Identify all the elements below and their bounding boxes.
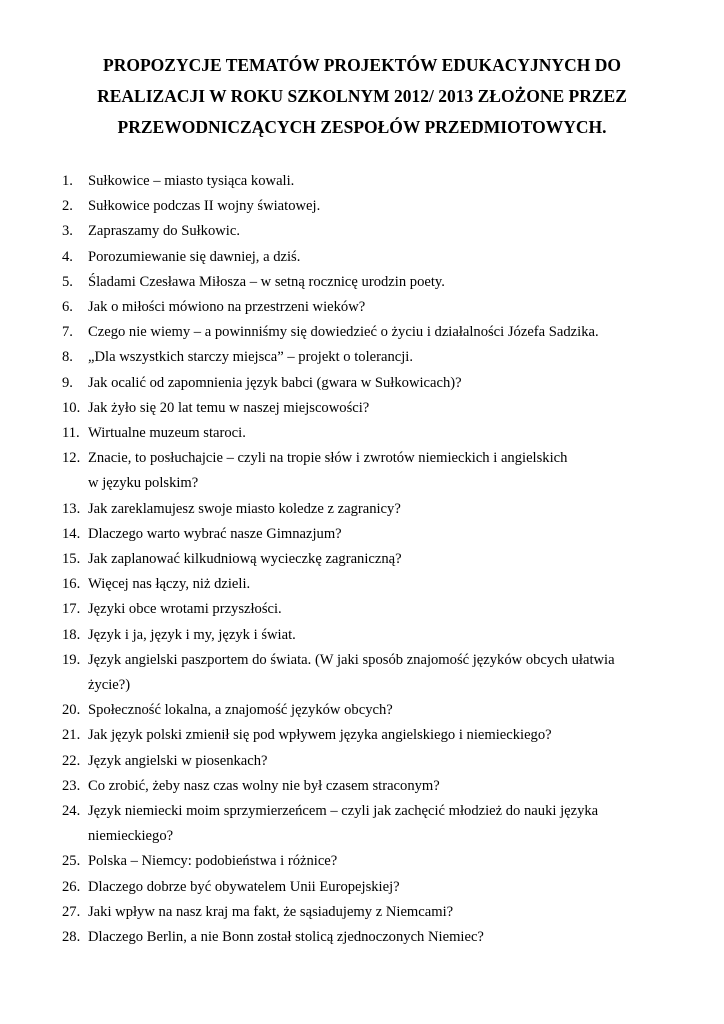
list-item-number: 21.: [62, 727, 81, 744]
list-item: [62, 270, 662, 295]
list-item: [62, 371, 662, 396]
list-item-text: Polska – Niemcy: podobieństwa i różnice?: [88, 853, 338, 870]
list-item-text: Jak zareklamujesz swoje miasto koledze z zagranicy?: [88, 500, 401, 517]
list-item: [62, 875, 662, 900]
title-line: PRZEWODNICZĄCYCH ZESPOŁÓW PRZEDMIOTOWYCH.: [117, 117, 607, 137]
list-item-text: Język i ja, język i my, język i świat.: [88, 626, 296, 643]
list-item-text: Porozumiewanie się dawniej, a dziś.: [88, 248, 301, 265]
list-item-text: Jak żyło się 20 lat temu w naszej miejscowości?: [88, 399, 370, 416]
list-item-number: 10.: [62, 399, 81, 416]
list-item: [62, 749, 662, 774]
list-item: [62, 774, 662, 799]
list-item-number: 9.: [62, 374, 73, 391]
list-item: [62, 320, 662, 345]
list-item: [62, 522, 662, 547]
list-item: [62, 497, 662, 522]
list-item-number: 12.: [62, 450, 81, 467]
list-item-text: Dlaczego Berlin, a nie Bonn został stolicą zjednoczonych Niemiec?: [88, 929, 484, 946]
list-item-text: Sułkowice podczas II wojny światowej.: [88, 198, 321, 215]
list-item-text: Wirtualne muzeum staroci.: [88, 425, 246, 442]
list-item: [62, 396, 662, 421]
list-item-text: Języki obce wrotami przyszłości.: [88, 601, 282, 618]
list-item-number: 3.: [62, 223, 73, 240]
document-title: [60, 50, 664, 143]
list-item-number: 17.: [62, 601, 81, 618]
list-item-number: 18.: [62, 626, 81, 643]
list-item-text: Język angielski paszportem do świata. (W jaki sposób znajomość języków obcych ułatwia: [88, 651, 615, 668]
list-item-number: 16.: [62, 576, 81, 593]
list-item-text: Społeczność lokalna, a znajomość języków obcych?: [88, 702, 393, 719]
list-item-number: 6.: [62, 299, 73, 316]
list-item-text: Dlaczego warto wybrać nasze Gimnazjum?: [88, 525, 342, 542]
list-item: [62, 345, 662, 370]
list-item-number: 25.: [62, 853, 81, 870]
list-item-number: 27.: [62, 903, 81, 920]
list-item-text: w języku polskim?: [88, 475, 199, 492]
list-item-number: 22.: [62, 752, 81, 769]
list-item: [62, 623, 662, 648]
list-item: [62, 194, 662, 219]
list-item-text: Język niemiecki moim sprzymierzeńcem – czyli jak zachęcić młodzież do nauki języka: [88, 803, 599, 820]
list-item-text: Czego nie wiemy – a powinniśmy się dowiedzieć o życiu i działalności Józefa Sadzika.: [88, 324, 599, 341]
list-item: [62, 648, 662, 698]
list-item-number: 13.: [62, 500, 81, 517]
list-item-text: Dlaczego dobrze być obywatelem Unii Europejskiej?: [88, 878, 400, 895]
list-item: [62, 698, 662, 723]
list-item-number: 24.: [62, 803, 81, 820]
list-item-text: Jak język polski zmienił się pod wpływem języka angielskiego i niemieckiego?: [88, 727, 552, 744]
list-item: [62, 597, 662, 622]
list-item-number: 4.: [62, 248, 73, 265]
list-item-text: Więcej nas łączy, niż dzieli.: [88, 576, 251, 593]
list-item-number: 8.: [62, 349, 73, 366]
list-item-text: Jak zaplanować kilkudniową wycieczkę zagraniczną?: [88, 551, 402, 568]
list-item-number: 19.: [62, 651, 81, 668]
title-line: PROPOZYCJE TEMATÓW PROJEKTÓW EDUKACYJNYCH DO: [103, 55, 621, 75]
list-item-number: 28.: [62, 929, 81, 946]
list-item-number: 26.: [62, 878, 81, 895]
list-item: [62, 547, 662, 572]
list-item: [62, 219, 662, 244]
list-item-number: 23.: [62, 777, 81, 794]
list-item-number: 11.: [62, 425, 80, 442]
list-item-text: niemieckiego?: [88, 828, 174, 845]
list-item-text: Język angielski w piosenkach?: [88, 752, 268, 769]
topic-list: [62, 169, 662, 950]
list-item: [62, 446, 662, 496]
list-item-number: 15.: [62, 551, 81, 568]
list-item-text: życie?): [88, 677, 131, 694]
title-line: REALIZACJI W ROKU SZKOLNYM 2012/ 2013 ZŁOŻONE PRZEZ: [97, 86, 627, 106]
list-item: [62, 849, 662, 874]
list-item: [62, 900, 662, 925]
list-item: [62, 799, 662, 849]
list-item-text: Sułkowice – miasto tysiąca kowali.: [88, 173, 295, 189]
list-item: [62, 925, 662, 950]
list-item-text: „Dla wszystkich starczy miejsca” – projekt o tolerancji.: [88, 349, 413, 366]
list-item-number: 20.: [62, 702, 81, 719]
list-item: [62, 572, 662, 597]
list-item: [62, 295, 662, 320]
list-item-text: Znacie, to posłuchajcie – czyli na tropie słów i zwrotów niemieckich i angielskich: [88, 450, 568, 467]
list-item-number: 14.: [62, 525, 81, 542]
list-item-number: 7.: [62, 324, 73, 341]
list-item-text: Jak o miłości mówiono na przestrzeni wieków?: [88, 299, 366, 316]
list-item: [62, 421, 662, 446]
list-item-number: 5.: [62, 273, 73, 290]
list-item-number: 1.: [62, 173, 73, 189]
list-item-number: 2.: [62, 198, 73, 215]
list-item: [62, 723, 662, 748]
list-item-text: Śladami Czesława Miłosza – w setną rocznicę urodzin poety.: [88, 273, 445, 290]
list-item-text: Jak ocalić od zapomnienia język babci (gwara w Sułkowicach)?: [88, 374, 462, 391]
list-item-text: Zapraszamy do Sułkowic.: [88, 223, 240, 240]
list-item: [62, 169, 662, 194]
list-item: [62, 245, 662, 270]
list-item-text: Jaki wpływ na nasz kraj ma fakt, że sąsiadujemy z Niemcami?: [88, 903, 454, 920]
list-item-text: Co zrobić, żeby nasz czas wolny nie był czasem straconym?: [88, 777, 440, 794]
